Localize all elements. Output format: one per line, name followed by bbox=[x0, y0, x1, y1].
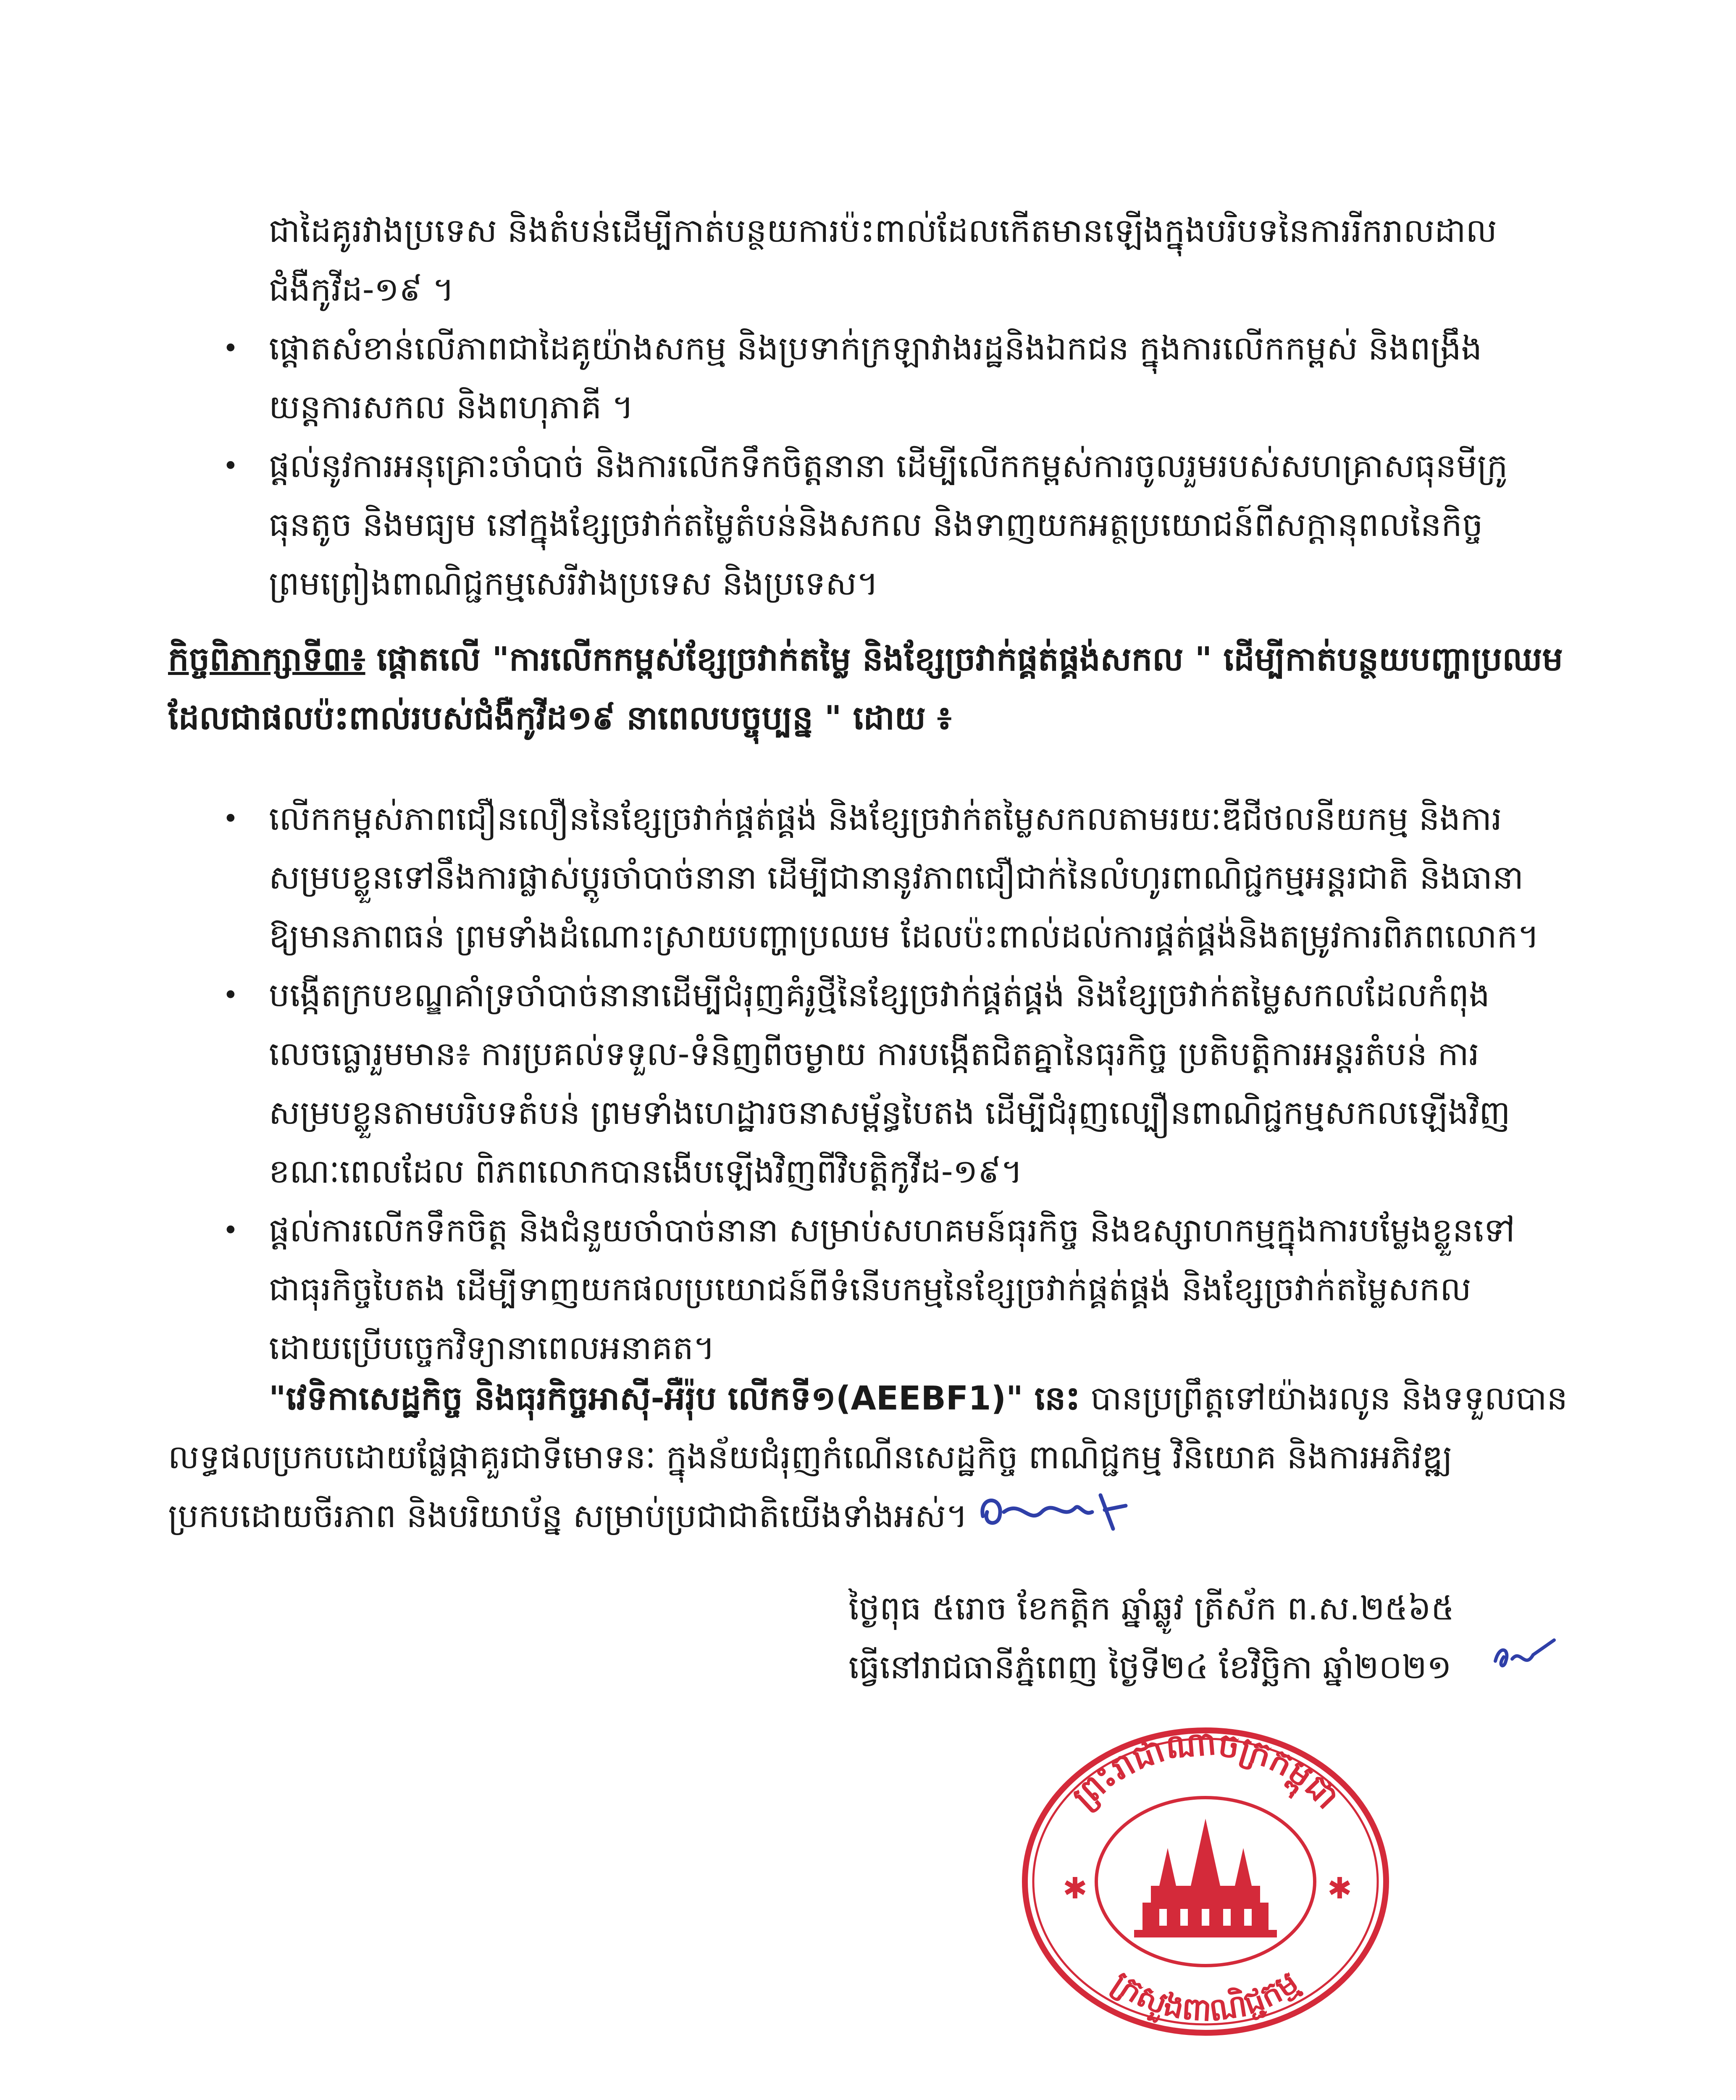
list-item bbox=[214, 437, 1533, 613]
session-3-paragraph bbox=[168, 630, 1563, 748]
intro-line: ជាដៃគូរវាងប្រទេស និងតំបន់ដើម្បីកាត់បន្ថយការប៉ះពាល់ដែលកើតមានឡើងក្នុងបរិបទនៃការរីករាលដាល bbox=[269, 212, 1497, 250]
list-item-line: សម្របខ្លួនតាមបរិបទតំបន់ ព្រមទាំងហេដ្ឋារចនាសម្ព័ន្ធបៃតង ដើម្បីជំរុញល្បឿនពាណិជ្ជកម្មសកលឡើងវិញ bbox=[269, 1094, 1510, 1132]
bullet-icon: • bbox=[223, 980, 239, 1011]
seal-bottom-text: ក្រសួងពាណិជ្ជកម្ម bbox=[1106, 1964, 1305, 2029]
list-item-line: ធុនតូច និងមធ្យម នៅក្នុងខ្សែច្រវាក់តម្លៃតំបន់និងសកល និងទាញយកអត្ថប្រយោជន៍ពីសក្តានុពលនៃកិច្ច bbox=[269, 506, 1483, 544]
solar-date: ធ្វើនៅរាជធានីភ្នំពេញ ថ្ងៃទី២៤ ខែវិច្ឆិកា ឆ្នាំ២០២១ bbox=[848, 1648, 1452, 1686]
conclusion-line: ប្រកបដោយចីរភាព និងបរិយាប័ន្ន សម្រាប់ប្រជាជាតិយើងទាំងអស់។ bbox=[168, 1497, 968, 1535]
bullet-icon: • bbox=[223, 333, 239, 364]
list-item-line: ដោយប្រើបច្ចេកវិទ្យានាពេលអនាគត។ bbox=[269, 1329, 715, 1367]
star-icon: ✱ bbox=[1327, 1871, 1352, 1906]
list-item-line: ខណៈពេលដែល ពិភពលោកបានងើបឡើងវិញពីវិបត្តិកូវីដ-១៩។ bbox=[269, 1153, 1023, 1191]
conclusion-paragraph bbox=[168, 1369, 1568, 1546]
list-item bbox=[214, 790, 1539, 966]
session-3-line: ដែលជាផលប៉ះពាល់របស់ជំងឺកូវីដ១៩ នាពេលបច្ចុប្បន្ន " ដោយ ៖ bbox=[168, 699, 952, 737]
conclusion-text: បានប្រព្រឹត្តទៅយ៉ាងរលូន និងទទួលបាន bbox=[1080, 1380, 1568, 1418]
bullet-icon: • bbox=[223, 803, 239, 835]
list-item-line: ព្រមព្រៀងពាណិជ្ជកម្មសេរីវាងប្រទេស និងប្រទេស។ bbox=[269, 565, 879, 603]
seal-top-text: ព្រះរាជាណាចក្រកម្ពុជា bbox=[1065, 1724, 1347, 1816]
date-block bbox=[848, 1579, 1454, 1697]
forum-name: "វេទិកាសេដ្ឋកិច្ច និងធុរកិច្ចអាស៊ី-អឺរ៉ុប លើកទី១(AEEBF1)" នេះ bbox=[269, 1380, 1080, 1418]
list-item-line: ផ្តោតសំខាន់លើភាពជាដៃគូយ៉ាងសកម្ម និងប្រទាក់ក្រឡាវាងរដ្ឋនិងឯកជន ក្នុងការលើកកម្ពស់ និងពង្រឹង bbox=[269, 330, 1482, 368]
bullet-icon: • bbox=[223, 1215, 239, 1246]
conclusion-line: លទ្ធផលប្រកបដោយផ្លែផ្កាគួរជាទីមោទនៈ ក្នុងន័យជំរុញកំណើនសេដ្ឋកិច្ច ពាណិជ្ជកម្ម វិនិយោគ និងការអភិវឌ្ឍ bbox=[168, 1438, 1453, 1476]
list-item bbox=[214, 319, 1533, 437]
list-item bbox=[214, 1201, 1533, 1378]
list-item-line: ផ្តល់នូវការអនុគ្រោះចាំបាច់ និងការលើកទឹកចិត្តនានា ដើម្បីលើកកម្ពស់ការចូលរួមរបស់សហគ្រាសធុនមីក្រូ bbox=[269, 447, 1508, 485]
date-initials bbox=[1491, 1636, 1558, 1678]
bullet-list-2 bbox=[214, 790, 1539, 1378]
list-item-line: ជាធុរកិច្ចបៃតង ដើម្បីទាញយកផលប្រយោជន៍ពីទំនើបកម្មនៃខ្សែច្រវាក់ផ្គត់ផ្គង់ និងខ្សែច្រវាក់តម្លៃសកល bbox=[269, 1270, 1471, 1308]
intro-line: ជំងឺកូវីដ-១៩ ។ bbox=[269, 271, 454, 309]
list-item-line: លេចធ្លោរួមមាន៖ ការប្រគល់ទទួល-ទំនិញពីចម្ងាយ ការបង្កើតជិតគ្នានៃធុរកិច្ច ប្រតិបត្តិការអន្តរតំបន់ ការ bbox=[269, 1035, 1479, 1073]
list-item-line: ផ្តល់ការលើកទឹកចិត្ត និងជំនួយចាំបាច់នានា សម្រាប់សហគមន៍ធុរកិច្ច និងឧស្សាហកម្មក្នុងការបម្លែងខ្លួនទៅ bbox=[269, 1212, 1515, 1250]
star-icon: ✱ bbox=[1063, 1871, 1087, 1906]
handwritten-initials bbox=[974, 1487, 1151, 1537]
ministry-seal bbox=[1016, 1718, 1395, 2037]
list-item bbox=[214, 966, 1533, 1201]
list-item-line: សម្របខ្លួនទៅនឹងការផ្លាស់ប្តូរចាំបាច់នានា ដើម្បីជានានូវភាពជឿជាក់នៃលំហូរពាណិជ្ជកម្មអន្តរជាតិ និងធានា bbox=[269, 859, 1524, 897]
list-item-line: បង្កើតក្របខណ្ឌគាំទ្រចាំបាច់នានាដើម្បីជំរុញគំរូថ្មីនៃខ្សែច្រវាក់ផ្គត់ផ្គង់ និងខ្សែច្រវាក់តម្លៃសកលដែលកំពុង bbox=[269, 976, 1490, 1014]
list-item-line: លើកកម្ពស់ភាពជឿនលឿននៃខ្សែច្រវាក់ផ្គត់ផ្គង់ និងខ្សែច្រវាក់តម្លៃសកលតាមរយៈឌីជីថលនីយកម្ម និងការ bbox=[269, 800, 1502, 838]
intro-paragraph bbox=[269, 202, 1533, 319]
lunar-date: ថ្ងៃពុធ ៥រោច ខែកត្តិក ឆ្នាំឆ្លូវ ត្រីស័ក ព.ស.២៥៦៥ bbox=[848, 1590, 1455, 1628]
bullet-icon: • bbox=[223, 451, 239, 482]
session-3-label: កិច្ចពិភាក្សាទី៣៖ bbox=[168, 640, 365, 678]
list-item-line: យន្តការសកល និងពហុភាគី ។ bbox=[269, 388, 634, 426]
session-3-topic: ផ្តោតលើ "ការលើកកម្ពស់ខ្សែច្រវាក់តម្លៃ និងខ្សែច្រវាក់ផ្គត់ផ្គង់សកល " ដើម្បីកាត់បន្ថយបញ្ហាប្រឈម bbox=[365, 640, 1563, 678]
list-item-line: ឱ្យមានភាពធន់ ព្រមទាំងដំណោះស្រាយបញ្ហាប្រឈម ដែលប៉ះពាល់ដល់ការផ្គត់ផ្គង់និងតម្រូវការពិភពលោក។ bbox=[269, 918, 1539, 956]
bullet-list-1 bbox=[214, 319, 1533, 613]
